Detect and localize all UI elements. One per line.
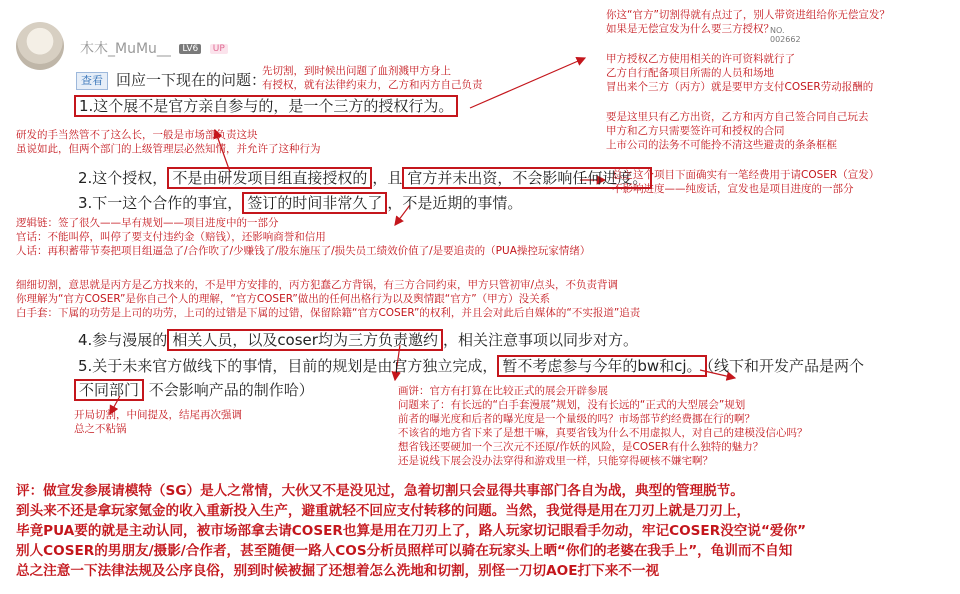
note-logic-2: 官话：不能叫停，叫停了要支付违约金（赔钱），还影响商誉和信用 bbox=[16, 231, 326, 243]
point-5-cont: 不同部门 不会影响产品的制作哈） bbox=[74, 380, 314, 400]
note-left-1: 研发的手当然管不了这么长，一般是市场部负责这块 bbox=[16, 129, 258, 141]
note-pie-2: 问题来了：有长远的“白手套漫展”规划，没有长远的“正式的大型展会”规划 bbox=[398, 399, 746, 411]
note-right-7: 甲方和乙方只需要签许可和授权的合同 bbox=[606, 125, 785, 137]
commentary-line-5: 总之注意一下法律法规及公序良俗，别到时候被掘了还想着怎么洗地和切割，别怪一刀切AOE打下来不一视 bbox=[16, 563, 660, 579]
username[interactable]: 木木_MuMu__ bbox=[80, 41, 171, 57]
note-pie-5: 想省钱还要硬加一个三次元不还原/作妖的风险，是COSER有什么独特的魅力？ bbox=[398, 441, 764, 453]
reply-intro: 回应一下现在的问题： bbox=[116, 71, 267, 89]
commentary-line-4: 别人COSER的男朋友/摄影/合作者，甚至随便一路人COS分析员照样可以骑在玩家头上晒“你们的老婆在我手上”，龟训而不自知 bbox=[16, 543, 793, 559]
note-right-3: 甲方授权乙方使用相关的许可资料就行了 bbox=[606, 53, 795, 65]
note-left-2: 虽说如此，但两个部门的上级管理层必然知情，并允许了这种行为 bbox=[16, 143, 321, 155]
point-5: 5.关于未来官方做线下的事情，目前的规划是由官方独立完成， 暂不考虑参与今年的bw和cj。 （线下和开发产品是两个 bbox=[78, 357, 865, 375]
note-right-1: 你这“官方”切割得就有点过了，别人带资进组给你无偿宣发？ bbox=[606, 9, 890, 21]
up-badge: UP bbox=[210, 44, 228, 54]
note-pie-1: 画饼：官方有打算在比较正式的展会开辟参展 bbox=[398, 385, 608, 397]
note-top-mid-1: 先切割，到时候出问题了血剂溅甲方身上 bbox=[262, 65, 451, 77]
reply-tag[interactable]: 查看 bbox=[76, 72, 108, 90]
note-logic-1: 逻辑链：签了很久——早有规划——项目进度中的一部分 bbox=[16, 217, 279, 229]
point-2: 2.这个授权， 不是由研发项目组直接授权的 ，且 官方并未出资，不会影响任何进度。 bbox=[78, 168, 652, 188]
note-top-mid-2: 有授权，就有法律约束力，乙方和丙方自己负责 bbox=[262, 79, 483, 91]
level-badge: LV6 bbox=[179, 44, 201, 54]
note-pie-4: 不该省的地方省下来了是想干嘛，真要省钱为什么不用虚拟人，对自己的建模没信心吗？ bbox=[398, 427, 808, 439]
note-detail-1: 细细切割，意思就是丙方是乙方找来的，不是甲方安排的，丙方犯蠢乙方背锅，有三方合同约束，甲方只管初审/点头，不负责背调 bbox=[16, 279, 619, 291]
note-pie-3: 前者的曝光度和后者的曝光度是一个量级的吗？市场部节约经费挪在行的啊？ bbox=[398, 413, 755, 425]
note-pie-6: 还是说线下展会没办法穿得和游戏里一样，只能穿得硬核不嫌宅啊？ bbox=[398, 455, 713, 467]
stamp: NO. 002662 bbox=[770, 26, 801, 44]
point-3: 3.下一这个合作的事宜， 签订的时间非常久了 ，不是近期的事情。 bbox=[78, 194, 523, 212]
note-right-10: 不影响进度——纯废话，宣发也是项目进度的一部分 bbox=[612, 183, 854, 195]
arrow-to-right-note bbox=[470, 58, 585, 108]
avatar[interactable] bbox=[16, 22, 64, 70]
point-1: 1.这个展不是官方亲自参与的，是一个三方的授权行为。 bbox=[74, 95, 458, 117]
note-right-4: 乙方自行配备项目所需的人员和场地 bbox=[606, 67, 774, 79]
point-4: 4.参与漫展的 相关人员，以及coser均为三方负责邀约 ，相关注意事项以同步对方。 bbox=[78, 331, 638, 349]
note-bottom-left-1: 开局切割，中间提及，结尾再次强调 bbox=[74, 409, 242, 421]
note-right-9: 总之这个项目下面确实有一笔经费用于请COSER（宣发） bbox=[612, 169, 880, 181]
note-right-8: 上市公司的法务不可能拎不清这些避责的条条框框 bbox=[606, 139, 837, 151]
note-detail-2: 你理解为“官方COSER”是你自己个人的理解，“官方COSER”做出的任何出格行为以及舆情跟“官方”（甲方）没关系 bbox=[16, 293, 551, 305]
note-detail-3: 白手套：下属的功劳是上司的功劳，上司的过错是下属的过错，保留除籍“官方COSER”的权利，并且会对此后自媒体的“不实报道”追责 bbox=[16, 307, 641, 319]
note-logic-3: 人话：再积蓄带节奏把项目组逼急了/合作吹了/少赚钱了/股东施压了/损失员工绩效价值了/是要追责的（PUA操控玩家情绪） bbox=[16, 245, 591, 257]
note-right-2: 如果是无偿宣发为什么要三方授权？ bbox=[606, 23, 774, 35]
commentary-line-2: 到头来不还是拿玩家氪金的收入重新投入生产，避重就轻不回应支付转移的问题。当然，我觉得是用在刀刃上就是刀刃上， bbox=[16, 503, 751, 519]
commentary-line-1: 评：做宣发参展请模特（SG）是人之常情，大伙又不是没见过，急着切割只会显得共事部门各自为战，典型的管理脱节。 bbox=[16, 483, 744, 499]
note-right-5: 冒出来个三方（丙方）就是要甲方支付COSER劳动报酬的 bbox=[606, 81, 874, 93]
user-header bbox=[80, 38, 228, 58]
note-bottom-left-2: 总之不粘锅 bbox=[74, 423, 127, 435]
note-right-6: 要是这里只有乙方出资，乙方和丙方自己签合同自己玩去 bbox=[606, 111, 869, 123]
commentary-line-3: 毕竟PUA要的就是主动认同，被市场部拿去请COSER也算是用在刀刃上了，路人玩家切记眼看手勿动，牢记COSER没空说“爱你” bbox=[16, 523, 807, 539]
